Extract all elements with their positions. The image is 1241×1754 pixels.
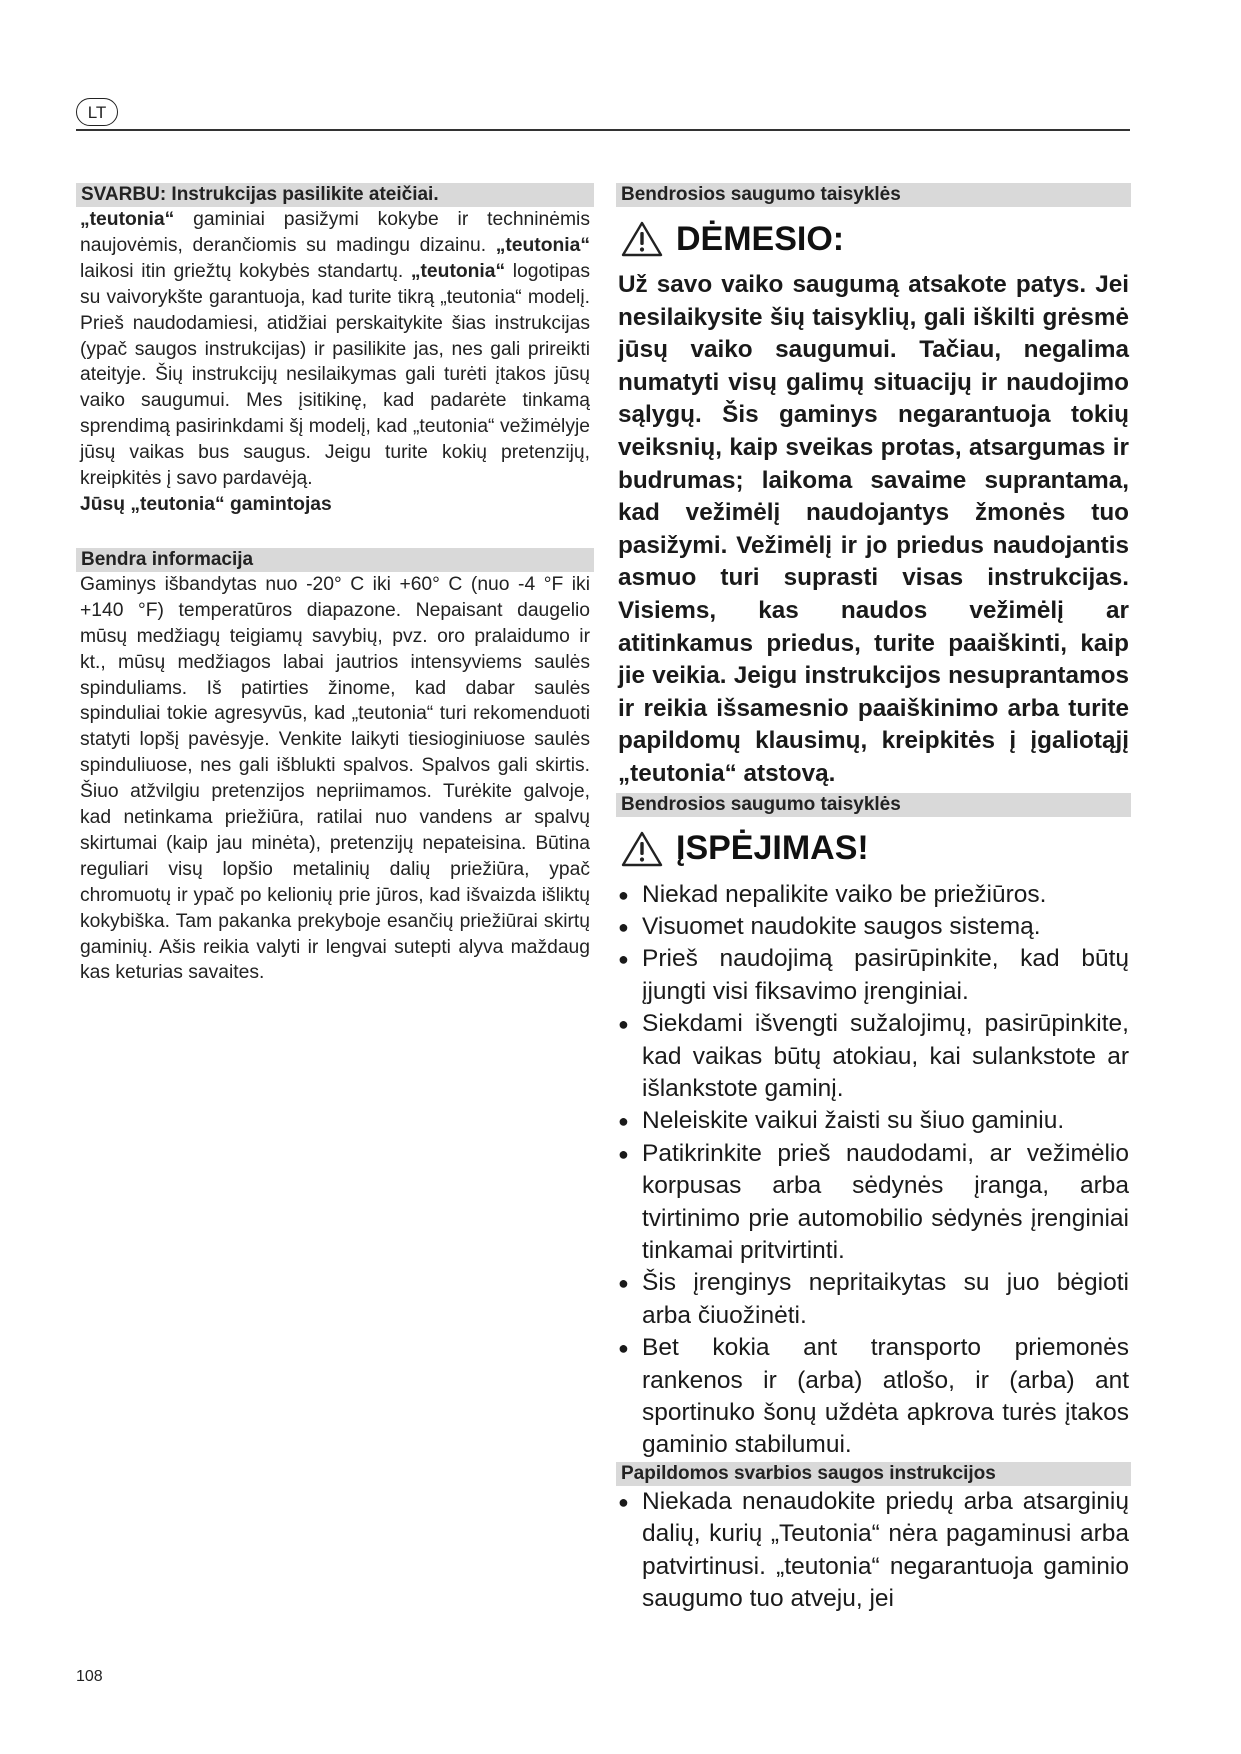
language-badge: LT — [76, 98, 118, 126]
section-header-important: SVARBU: Instrukcijas pasilikite ateičiai. — [76, 183, 594, 207]
warning-list — [616, 879, 1131, 1462]
page-number: 108 — [76, 1668, 103, 1685]
intro-text-part: gaminiai pasižymi kokybe ir techninėmis naujovėmis, derančiomis su madingu dizainu. — [80, 209, 590, 256]
section-header-safety-rules: Bendrosios saugumo taisyklės — [616, 183, 1131, 207]
intro-text-part: laikosi itin griežtų kokybės standartų. — [80, 260, 411, 282]
section-header-safety-rules-2: Bendrosios saugumo taisyklės — [616, 793, 1131, 817]
general-info-text — [76, 572, 594, 987]
list-item: ● Visuomet naudokite saugos sistemą. — [618, 911, 1129, 943]
section-header-general-info: Bendra informacija — [76, 548, 594, 572]
attention-text: Už savo vaiko saugumą atsakote patys. Jei nesilaikysite šių taisyklių, gali iškilti grėsmė jūsų vaiko saugumui. Tačiau, negalima numatyti visų galimų situacijų ir naudojimo sąlygų. Šis gaminys negarantuoja tokių veiksnių, kaip sveikas protas, atsargumas ir budrumas; laikoma savaime suprantama, kad vežimėlį naudojantys žmonės tuo pasižymi. Vežimėlį ir jo priedus naudojantis asmuo turi suprasti visas instrukcijas. Visiems, kas naudos vežimėlį ar atitinkamus priedus, turite paaiškinti, kaip jie veikia. Jeigu instrukcijos nesuprantamos ir reikia išsamesnio paaiškinimo arba turite papildomų klausimų, kreipkitės į įgaliotąjį „teutonia“ atstovą. — [618, 271, 1129, 787]
general-info-paragraph: Gaminys išbandytas nuo -20° C iki +60° C (nuo -4 °F iki +140 °F) temperatūros diapazone. Nepaisant daugelio mūsų medžiagų teigiamų savybių, pvz. oro pralaidumo ir kt., mūsų medžiagos labai jautrios intensyviems saulės spinduliams. Iš patirties žinome, kad dabar saulės spinduliai tokie agresyvūs, kad „teutonia“ turi rekomenduoti statyti lopšį pavėsyje. Venkite laikyti tiesioginiuose saulės spinduliuose, nes gali išblukti spalvos. Spalvos gali skirtis. Šiuo atžvilgiu pretenzijos nepriimamos. Turėkite galvoje, kad netinkama priežiūra, ratilai nuo vandens ar spalvų skirtumai (kaip jau minėta), pretenzijų nepateisina. Būtina reguliari visų lopšio metalinių dalių priežiūra, ypač chromuotų ir ypač po kelionių prie jūros, kad išvaizda išliktų kokybiška. Tam pakanka prekyboje esančių priežiūrai skirtų gaminių. Ašis reikia valyti ir lengvai sutepti alyva maždaug kas keturias savaites. — [80, 573, 590, 984]
brand-text: „teutonia“ — [80, 209, 175, 230]
header-rule — [76, 129, 1130, 131]
intro-text — [76, 207, 594, 518]
warning-heading — [616, 819, 1131, 879]
warning-triangle-icon — [620, 830, 664, 868]
brand-text: „teutonia“ — [410, 260, 506, 282]
list-item: ● Neleiskite vaikui žaisti su šiuo gaminiu. — [618, 1105, 1129, 1137]
list-item: ● Prieš naudojimą pasirūpinkite, kad būtų įjungti visi fiksavimo įrenginiai. — [618, 943, 1129, 1008]
manufacturer-signature: Jūsų „teutonia“ gamintojas — [80, 493, 332, 515]
brand-text: „teutonia“ — [495, 234, 590, 256]
intro-text-part: logotipas su vaivorykšte garantuoja, kad turite tikrą „teutonia“ modelį. Prieš naudodamiesi, atidžiai perskaitykite šias instrukcijas (ypač saugos instrukcijas) ir pasilikite jas, nes gali prireikti ateityje. Šių instrukcijų nesilaikymas gali turėti įtakos jūsų vaiko saugumui. Mes įsitikinę, kad padarėte tinkamą sprendimą pasirinkdami šį modelį, kad „teutonia“ vežimėlyje jūsų vaikas bus saugus. Jeigu turite kokių pretenzijų, kreipkitės į savo pardavėją. — [80, 260, 590, 490]
list-item: ● Niekad nepalikite vaiko be priežiūros. — [618, 879, 1129, 911]
right-column — [616, 183, 1131, 1615]
list-item: ● Šis įrenginys nepritaikytas su juo bėgioti arba čiuožinėti. — [618, 1267, 1129, 1332]
list-item: ● Niekada nenaudokite priedų arba atsarginių dalių, kurių „Teutonia“ nėra pagaminusi arba patvirtinusi. „teutonia“ negarantuoja gaminio saugumo tuo atveju, jei — [618, 1486, 1129, 1616]
intro-paragraph — [80, 207, 590, 492]
section-header-additional-safety: Papildomos svarbios saugos instrukcijos — [616, 1462, 1131, 1486]
additional-safety-list — [616, 1486, 1131, 1616]
list-item: ● Patikrinkite prieš naudodami, ar vežimėlio korpusas arba sėdynės įranga, arba tvirtinimo prie automobilio sėdynės įrenginiai tinkamai pritvirtinti. — [618, 1138, 1129, 1268]
attention-heading — [616, 209, 1131, 269]
left-column — [76, 183, 594, 986]
list-item: ● Siekdami išvengti sužalojimų, pasirūpinkite, kad vaikas būtų atokiau, kai sulankstote ar išlankstote gaminį. — [618, 1008, 1129, 1105]
attention-label: DĖMESIO: — [676, 219, 845, 258]
list-item: ● Bet kokia ant transporto priemonės rankenos ir (arba) atlošo, ir (arba) ant sportinuko šonų uždėta apkrova turės įtakos gaminio stabilumui. — [618, 1332, 1129, 1462]
warning-label: ĮSPĖJIMAS! — [676, 829, 869, 867]
warning-triangle-icon — [620, 220, 664, 258]
